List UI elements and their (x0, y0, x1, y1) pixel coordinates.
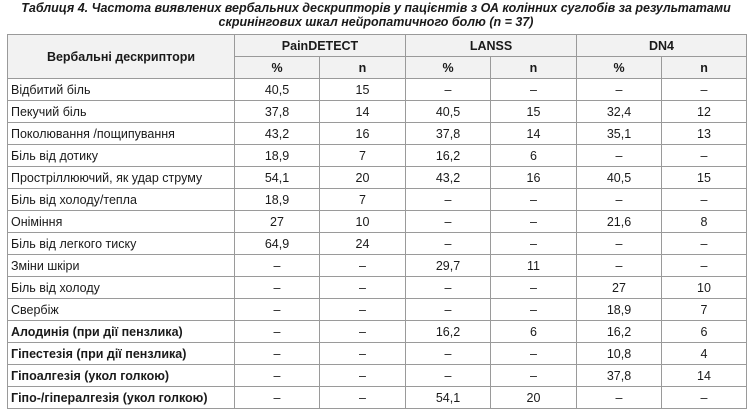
descriptor-label: Відбитий біль (8, 79, 235, 101)
table-row (8, 387, 747, 409)
n-header: n (320, 57, 406, 79)
percent-cell: – (406, 299, 491, 321)
count-cell: 6 (491, 145, 577, 167)
count-cell: 15 (662, 167, 747, 189)
percent-header: % (577, 57, 662, 79)
count-cell: 7 (320, 145, 406, 167)
percent-cell: – (577, 255, 662, 277)
count-cell: – (662, 189, 747, 211)
count-cell: 7 (662, 299, 747, 321)
count-cell: 20 (320, 167, 406, 189)
count-cell: 13 (662, 123, 747, 145)
percent-cell: 16,2 (406, 145, 491, 167)
count-cell: 7 (320, 189, 406, 211)
percent-cell: – (577, 189, 662, 211)
percent-cell: 32,4 (577, 101, 662, 123)
percent-cell: – (406, 277, 491, 299)
percent-cell: – (577, 145, 662, 167)
percent-cell: – (235, 321, 320, 343)
count-cell: 14 (491, 123, 577, 145)
table-body (8, 79, 747, 409)
percent-cell: – (577, 79, 662, 101)
percent-cell: – (406, 233, 491, 255)
count-cell: – (320, 365, 406, 387)
percent-cell: 43,2 (406, 167, 491, 189)
count-cell: – (320, 299, 406, 321)
percent-cell: – (235, 343, 320, 365)
count-cell: – (491, 211, 577, 233)
percent-cell: 21,6 (577, 211, 662, 233)
group-header-paindetect: PainDETECT (235, 35, 406, 57)
count-cell: 8 (662, 211, 747, 233)
percent-header: % (406, 57, 491, 79)
count-cell: 15 (491, 101, 577, 123)
count-cell: – (320, 255, 406, 277)
group-header-lanss: LANSS (406, 35, 577, 57)
count-cell: 20 (491, 387, 577, 409)
count-cell: – (662, 233, 747, 255)
count-cell: – (320, 321, 406, 343)
percent-cell: – (235, 277, 320, 299)
count-cell: – (662, 255, 747, 277)
descriptor-label: Гіпо-/гіпералгезія (укол голкою) (8, 387, 235, 409)
count-cell: – (491, 343, 577, 365)
count-cell: 6 (491, 321, 577, 343)
descriptor-column-header: Вербальні дескриптори (8, 35, 235, 79)
table-row (8, 255, 747, 277)
percent-cell: 40,5 (235, 79, 320, 101)
n-header: n (662, 57, 747, 79)
count-cell: 14 (320, 101, 406, 123)
percent-cell: 16,2 (406, 321, 491, 343)
percent-cell: – (406, 79, 491, 101)
count-cell: – (662, 387, 747, 409)
percent-cell: – (577, 387, 662, 409)
descriptor-label: Оніміння (8, 211, 235, 233)
count-cell: – (320, 387, 406, 409)
percent-cell: 16,2 (577, 321, 662, 343)
descriptor-label: Гіпестезія (при дії пензлика) (8, 343, 235, 365)
table-row (8, 145, 747, 167)
count-cell: 10 (662, 277, 747, 299)
count-cell: – (662, 145, 747, 167)
count-cell: – (320, 277, 406, 299)
count-cell: 24 (320, 233, 406, 255)
percent-cell: 18,9 (235, 145, 320, 167)
table-caption (0, 1, 752, 29)
count-cell: 14 (662, 365, 747, 387)
descriptor-label: Біль від дотику (8, 145, 235, 167)
percent-cell: 54,1 (406, 387, 491, 409)
percent-cell: 29,7 (406, 255, 491, 277)
table-row (8, 167, 747, 189)
caption-line-2: скринінгових шкал нейропатичного болю (n = 37) (218, 15, 534, 29)
group-header-dn4: DN4 (577, 35, 747, 57)
header-row-groups (8, 35, 747, 57)
table-row (8, 211, 747, 233)
table-row (8, 277, 747, 299)
percent-header: % (235, 57, 320, 79)
table-row (8, 189, 747, 211)
percent-cell: – (235, 255, 320, 277)
percent-cell: – (406, 189, 491, 211)
descriptor-label: Алодинія (при дії пензлика) (8, 321, 235, 343)
count-cell: 4 (662, 343, 747, 365)
count-cell: – (491, 277, 577, 299)
percent-cell: 10,8 (577, 343, 662, 365)
percent-cell: 40,5 (406, 101, 491, 123)
table-row (8, 321, 747, 343)
count-cell: – (491, 79, 577, 101)
percent-cell: 37,8 (406, 123, 491, 145)
descriptor-label: Гіпоалгезія (укол голкою) (8, 365, 235, 387)
percent-cell: 54,1 (235, 167, 320, 189)
count-cell: – (662, 79, 747, 101)
table-row (8, 101, 747, 123)
percent-cell: 27 (577, 277, 662, 299)
descriptor-label: Біль від холоду (8, 277, 235, 299)
descriptor-label: Зміни шкіри (8, 255, 235, 277)
count-cell: 11 (491, 255, 577, 277)
percent-cell: 40,5 (577, 167, 662, 189)
descriptor-frequency-table (7, 34, 747, 409)
count-cell: – (320, 343, 406, 365)
percent-cell: – (235, 365, 320, 387)
percent-cell: 37,8 (577, 365, 662, 387)
count-cell: – (491, 299, 577, 321)
percent-cell: 37,8 (235, 101, 320, 123)
count-cell: 10 (320, 211, 406, 233)
table-row (8, 79, 747, 101)
count-cell: 12 (662, 101, 747, 123)
n-header: n (491, 57, 577, 79)
caption-line-1: Таблиця 4. Частота виявлених вербальних дескрипторів у пацієнтів з ОА колінних суглобів за результатами (21, 1, 731, 15)
percent-cell: – (235, 387, 320, 409)
table-row (8, 233, 747, 255)
table-row (8, 365, 747, 387)
percent-cell: 27 (235, 211, 320, 233)
percent-cell: – (406, 365, 491, 387)
count-cell: – (491, 365, 577, 387)
percent-cell: 18,9 (235, 189, 320, 211)
table-row (8, 343, 747, 365)
percent-cell: – (406, 211, 491, 233)
percent-cell: 35,1 (577, 123, 662, 145)
count-cell: – (491, 233, 577, 255)
count-cell: 6 (662, 321, 747, 343)
descriptor-label: Поколювання /пощипування (8, 123, 235, 145)
descriptor-label: Простріллюючий, як удар струму (8, 167, 235, 189)
count-cell: 16 (491, 167, 577, 189)
percent-cell: 43,2 (235, 123, 320, 145)
percent-cell: 18,9 (577, 299, 662, 321)
descriptor-label: Свербіж (8, 299, 235, 321)
percent-cell: 64,9 (235, 233, 320, 255)
descriptor-label: Пекучий біль (8, 101, 235, 123)
table-row (8, 123, 747, 145)
count-cell: 15 (320, 79, 406, 101)
percent-cell: – (235, 299, 320, 321)
count-cell: 16 (320, 123, 406, 145)
descriptor-label: Біль від легкого тиску (8, 233, 235, 255)
percent-cell: – (406, 343, 491, 365)
count-cell: – (491, 189, 577, 211)
descriptor-label: Біль від холоду/тепла (8, 189, 235, 211)
table-row (8, 299, 747, 321)
percent-cell: – (577, 233, 662, 255)
